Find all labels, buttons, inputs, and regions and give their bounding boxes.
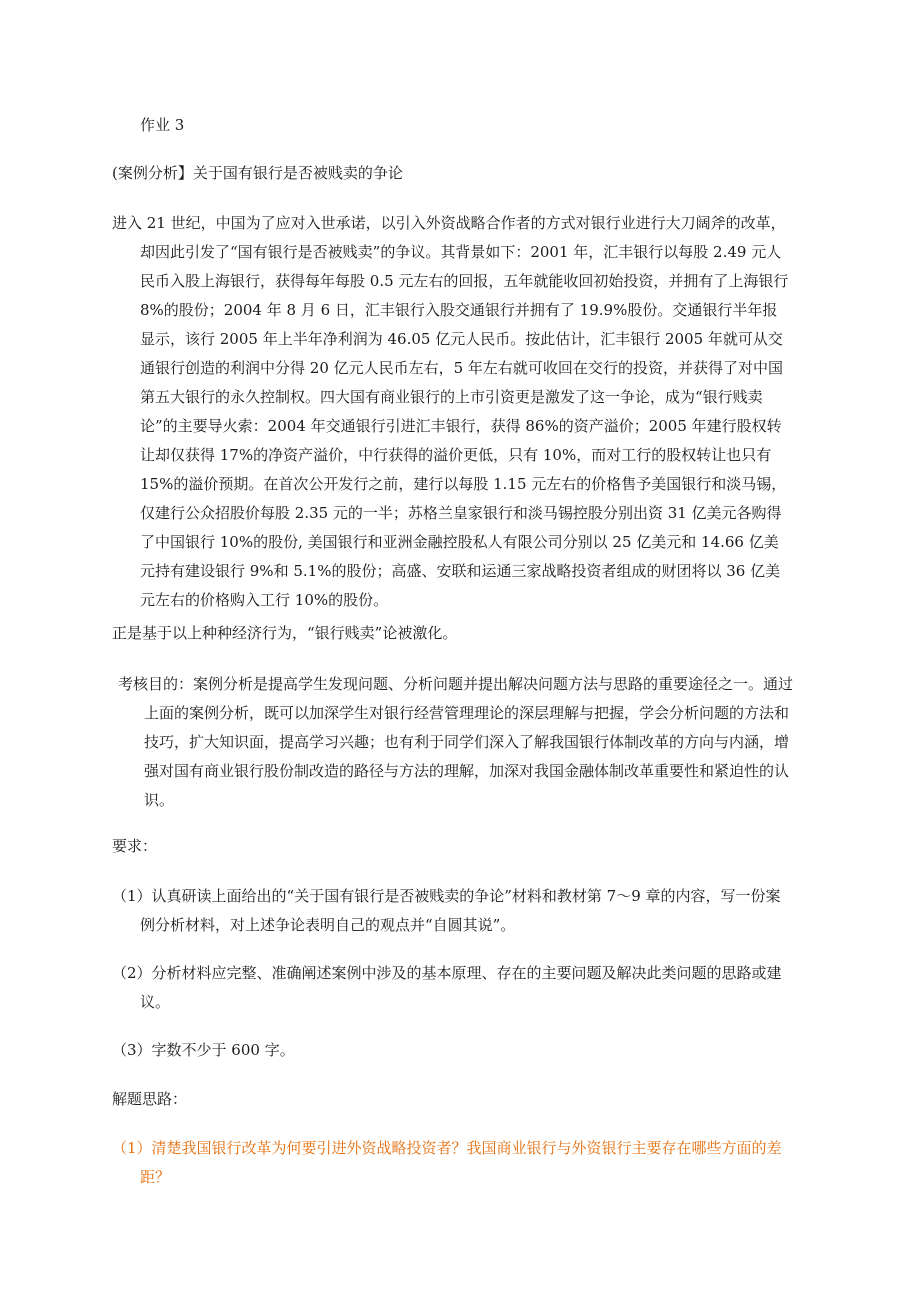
requirement-item-3: （3）字数不少于 600 字。 — [112, 1041, 295, 1059]
requirement-item-2: （2）分析材料应完整、准确阐述案例中涉及的基本原理、存在的主要问题及解决此类问题的思路或建议。 — [112, 964, 782, 1011]
approach-heading: 解题思路： — [112, 1090, 188, 1108]
approach-item-1: （1）清楚我国银行改革为何要引进外资战略投资者？我国商业银行与外资银行主要存在哪些方面的差距？ — [112, 1139, 782, 1186]
objective-paragraph: 考核目的：案例分析是提高学生发现问题、分析问题并提出解决问题方法与思路的重要途径之一。通过上面的案例分析，既可以加深学生对银行经营管理理论的深层理解与把握，学会分析问题的方法和技巧，扩大知识面，提高学习兴趣；也有利于同学们深入了解我国银行体制改革的方向与内涵，增强对国有商业银行股份制改造的路径与方法的理解，加深对我国金融体制改革重要性和紧迫性的认识。 — [118, 675, 794, 809]
case-body-paragraph: 进入 21 世纪，中国为了应对入世承诺，以引入外资战略合作者的方式对银行业进行大刀阔斧的改革，却因此引发了“国有银行是否被贱卖”的争议。其背景如下：2001 年，汇丰银行以每股 2.49 元人民币入股上海银行，获得每年每股 0.5 元左右的回报，五年就能收回初始投资，并拥有了上海银行 8%的股份；2004 年 8 月 6 日，汇丰银行入股交通银行并拥有了 19.9%股份。交通银行半年报显示，该行 2005 年上半年净利润为 46.05 亿元人民币。按此估计，汇丰银行 2005 年就可从交通银行创造的利润中分得 20 亿元人民币左右，5 年左右就可收回在交行的投资，并获得了对中国第五大银行的永久控制权。四大国有商业银行的上市引资更是激发了这一争论，成为“银行贱卖论”的主要导火索：2004 年交通银行引进汇丰银行，获得 86%的资产溢价；2005 年建行股权转让却仅获得 17%的净资产溢价，中行获得的溢价更低，只有 10%，而对工行的股权转让也只有 15%的溢价预期。在首次公开发行之前，建行以每股 1.15 元左右的价格售予美国银行和淡马锡，仅建行公众招股价每股 2.35 元的一半；苏格兰皇家银行和淡马锡控股分别出资 31 亿美元各购得了中国银行 10%的股份, 美国银行和亚洲金融控股私人有限公司分别以 25 亿美元和 14.66 亿美元持有建设银行 9%和 5.1%的股份；高盛、安联和运通三家战略投资者组成的财团将以 36 亿美元左右的价格购入工行 10%的股份。 — [112, 214, 789, 609]
assignment-title: 作业 3 — [140, 116, 185, 134]
case-heading: (案例分析】关于国有银行是否被贱卖的争论 — [112, 164, 403, 182]
conclusion-paragraph: 正是基于以上种种经济行为，“银行贱卖”论被激化。 — [112, 624, 458, 642]
requirements-heading: 要求： — [112, 837, 158, 855]
requirement-item-1: （1）认真研读上面给出的“关于国有银行是否被贱卖的争论”材料和教材第 7～9 章的内容，写一份案例分析材料，对上述争论表明自己的观点并“自圆其说”。 — [112, 887, 781, 934]
